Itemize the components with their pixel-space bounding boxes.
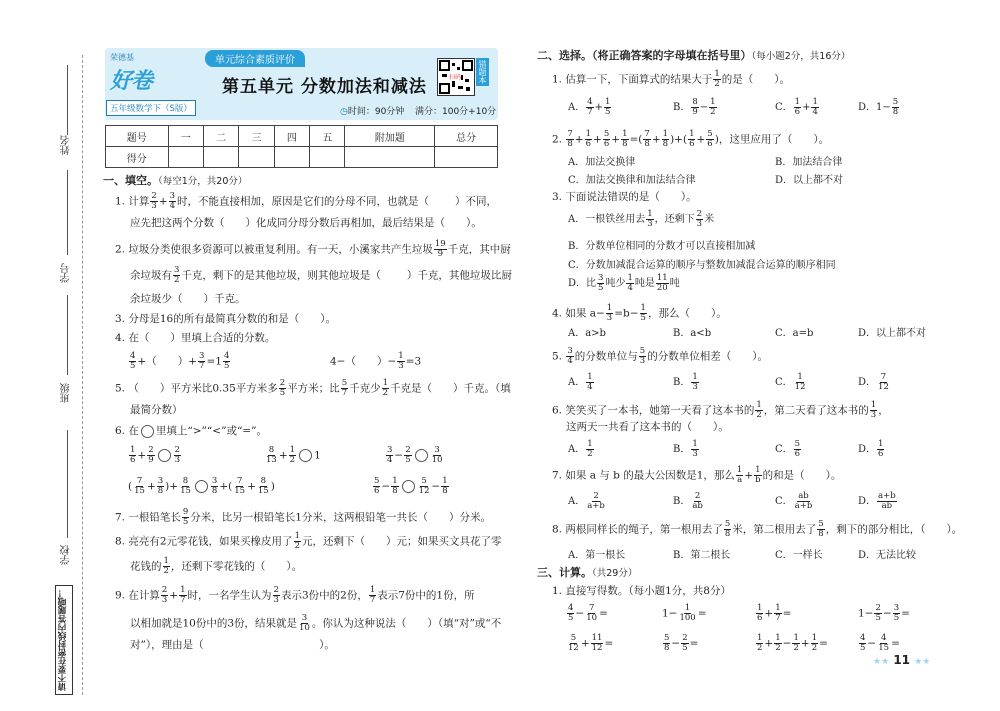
class-label: 班级 — [61, 383, 72, 403]
q-text: 计算 — [128, 195, 150, 208]
q-text: 垃圾分类使很多资源可以被重复利用。有一天，小溪家共产生垃圾 — [128, 243, 433, 256]
q-text: =b− — [614, 307, 639, 320]
score-cell[interactable] — [168, 147, 203, 168]
s2-q4-option-b[interactable]: B．a<b — [673, 328, 712, 339]
section-2-note: （每小题2分，共16分） — [751, 51, 851, 62]
s1-q3 — [115, 312, 336, 326]
grade-book: 五年级数学下（S版） — [106, 100, 196, 116]
s1-q2-line2: 余垃圾有 $\frac{3}{2}$ 千克，剩下的是其他垃圾，则其他垃圾是（ ）千克，其他垃圾比厨 — [130, 265, 512, 285]
q-text: 笑笑买了一本书，她第一天看了这本书的 — [565, 404, 755, 417]
score-header: 三 — [239, 126, 274, 147]
q-text: 的是（ ）。 — [721, 73, 791, 86]
q-text: 分米，比另一根铅笔长1分米，这两根铅笔一共长（ ）分米。 — [190, 511, 491, 524]
s2-q2-option-a[interactable]: A．加法交换律 — [568, 157, 636, 168]
s2-q5-option-b[interactable]: B． $\frac{1}{3}$ — [673, 372, 698, 392]
s1-q4-expr2: 4−（ ）− $\frac{1}{3}$ =3 — [330, 351, 422, 371]
q-text: =3 — [405, 355, 422, 368]
page-number — [873, 653, 930, 667]
q-text: 的分数单位相差（ ）。 — [647, 350, 768, 363]
q-text: 两根同样长的绳子，第一根用去了 — [565, 523, 723, 536]
time-info — [340, 104, 404, 117]
s1-q9-line3: 对”），理由是（ ）。 — [130, 639, 335, 651]
q-num: 4. — [115, 332, 126, 344]
score-header: 一 — [168, 126, 203, 147]
s2-q5: 5. $\frac{3}{4}$ 的分数单位与 $\frac{5}{3}$ 的分数单位相差（ ）。 — [552, 346, 768, 366]
score-header: 五 — [310, 126, 345, 147]
s2-q7: 7. 如果 a 与 b 的最大公因数是1，那么 $\frac{1}{a}$ + $\frac{1}{b}$ 的和是（ ）。 — [552, 465, 842, 485]
s2-q3-option-d[interactable]: D．比 $\frac{3}{5}$ 吨少 $\frac{1}{4}$ 吨是 $\frac{11}{20}$ 吨 — [568, 273, 680, 293]
section-1-note: （每空1分，共20分） — [158, 176, 248, 187]
s2-q7-option-d[interactable]: D． $\frac{a+b}{ab}$ — [858, 491, 896, 511]
full-score: 满分：100分+10分 — [415, 107, 497, 117]
eval-badge: 单元综合素质评价 — [205, 50, 305, 67]
section-3-note: （共29分） — [592, 568, 638, 579]
q-text: 花钱的 — [130, 560, 162, 573]
compare-circle[interactable] — [415, 449, 428, 462]
school-line — [67, 430, 68, 538]
q-text: ，还剩下零花钱的（ ）。 — [170, 560, 303, 573]
q-text: 分母是16的所有最简真分数的和是（ ）。 — [128, 313, 336, 325]
s2-q2-option-d[interactable]: D．以上都不对 — [775, 175, 844, 186]
seal-line — [82, 55, 83, 695]
s1-q6-row2: ( $\frac{7}{15}$ + $\frac{3}{8}$ )+ $\frac{8}{15}$ $\frac{3}{8}$ +( $\frac{7}{15}$ + $\frac{8}{15}$ ) — [128, 476, 275, 496]
q-text: 如果 a− — [565, 307, 605, 320]
s2-q7-option-c[interactable]: C． $\frac{ab}{a+b}$ — [775, 491, 813, 511]
s1-q2-line3: 余垃圾少（ ）千克。 — [130, 293, 246, 305]
compare-circle-icon — [141, 425, 154, 438]
s2-q5-option-a[interactable]: A． $\frac{1}{4}$ — [568, 372, 593, 392]
logo — [110, 64, 178, 98]
q-num: 2. — [115, 243, 126, 256]
seal-strip — [45, 45, 79, 705]
q-num: 8. — [552, 523, 563, 536]
s1-q9-line2: 以相加就是10份中的3份，结果就是 $\frac{3}{10}$ 。你认为这种说法（ ）（填“对”或“不 — [130, 613, 502, 633]
score-cell[interactable] — [435, 147, 498, 168]
opt-text: D．比 — [568, 278, 597, 289]
s2-q3-option-a[interactable]: A．一根铁丝用去 $\frac{1}{3}$ ，还剩下 $\frac{2}{3}$ 米 — [568, 209, 715, 229]
s1-q6-row1c: $\frac{3}{4}$ − $\frac{2}{5}$ $\frac{3}{10}$ — [387, 445, 443, 465]
opt-text: 米 — [704, 214, 715, 225]
s2-q2-option-c[interactable]: C．加法交换律和加法结合律 — [568, 175, 696, 186]
opt-text: 吨是 — [634, 278, 655, 289]
calc-item: 1− $\frac{1}{100}$ = — [662, 603, 707, 623]
s2-q4: 4. 如果 a− $\frac{1}{3}$ =b− $\frac{1}{5}$ ，那么（ ）。 — [552, 303, 727, 323]
score-table — [105, 125, 498, 168]
q-text: ，剩下的部分相比，（ ）。 — [825, 523, 963, 536]
q-text: 千克，剩下的是其他垃圾，则其他垃圾是（ — [181, 269, 381, 282]
section-2-title — [537, 47, 850, 63]
q-text: 时，一名学生认为 — [187, 589, 272, 602]
q-num: 3. — [552, 191, 563, 203]
s2-q5-option-c[interactable]: C． $\frac{1}{12}$ — [775, 372, 806, 392]
q-text: 元，还剩下（ ）元；如果买文具花了零 — [301, 535, 502, 548]
q-num: 5. — [552, 350, 563, 363]
s1-q9: 9. 在计算 $\frac{2}{3}$ + $\frac{1}{7}$ 时，一名学生认为 $\frac{2}{3}$ 表示3份中的2份， $\frac{1}{7}$ 表示7份中的1份，所 — [115, 585, 475, 605]
s2-q6: 6. 笑笑买了一本书，她第一天看了这本书的 $\frac{1}{2}$ ，第二天看了这本书的 $\frac{1}{3}$ ， — [552, 400, 889, 420]
s2-q8-option-a[interactable]: A．第一根长 — [568, 550, 626, 561]
q-text: +（ ）+ — [137, 355, 198, 368]
q-text: 估算一下，下面算式的结果大于 — [565, 73, 713, 86]
q-text: 表示7份中的1份，所 — [377, 589, 475, 602]
q-num: 2. — [552, 133, 563, 146]
q-num: 9. — [115, 589, 126, 602]
score-cell[interactable] — [239, 147, 274, 168]
q-num: 7. — [115, 511, 126, 524]
q-text: ，这里应用了（ ）。 — [718, 133, 830, 146]
q-text: 的分数单位与 — [574, 350, 638, 363]
section-2-heading: 二、选择。（将正确答案的字母填在括号里） — [537, 49, 752, 62]
s2-q6-option-d[interactable]: D． $\frac{1}{6}$ — [858, 439, 884, 459]
q-num: 6. — [552, 404, 563, 417]
compare-circle[interactable] — [158, 449, 171, 462]
s1-q6-row2b: $\frac{5}{6}$ − $\frac{1}{8}$ $\frac{5}{12}$ − $\frac{1}{8}$ — [374, 476, 448, 496]
q-text: 的和是（ ）。 — [762, 469, 842, 482]
s2-q3-option-c[interactable]: C．分数加减混合运算的顺序与整数加减混合运算的顺序相同 — [568, 260, 836, 271]
q-num: 5. — [115, 382, 126, 395]
q-text: ，那么（ ）。 — [647, 307, 727, 320]
q-text: 表示3份中的2份， — [280, 589, 368, 602]
score-cell[interactable] — [203, 147, 238, 168]
section-1-heading: 一、填空。 — [103, 174, 158, 187]
s1-q4 — [115, 331, 275, 345]
logo-text: 好卷 — [110, 69, 153, 94]
s2-q8-option-c[interactable]: C．一样长 — [775, 550, 823, 561]
s1-q2: 2. 垃圾分类使很多资源可以被重复利用。有一天，小溪家共产生垃圾 $\frac{19}{9}$ 千克，其中厨 — [115, 239, 511, 259]
q-text: 一根铅笔长 — [128, 511, 181, 524]
s1-q6-row1: $\frac{1}{6}$ + $\frac{2}{9}$ $\frac{2}{3}$ — [130, 445, 181, 465]
q-text: ，第二天看了这本书的 — [763, 404, 869, 417]
score-cell[interactable] — [310, 147, 345, 168]
calc-item: $\frac{5}{8}$ − $\frac{2}{5}$ = — [664, 633, 699, 653]
name-line — [67, 65, 68, 135]
section-3-heading: 三、计算。 — [537, 566, 592, 579]
calc-item: $\frac{1}{2}$ + $\frac{1}{2}$ − $\frac{1}{2}$ + $\frac{1}{2}$ = — [757, 633, 828, 653]
q-text: 在（ ）里填上合适的分数。 — [128, 332, 276, 344]
s2-q4-option-d[interactable]: D．以上都不对 — [858, 328, 927, 339]
q-num: 1. — [115, 195, 126, 208]
s1-q6-row1b: $\frac{8}{13}$ + $\frac{1}{2}$ 1 — [266, 445, 321, 465]
s2-q7-option-a[interactable]: A． $\frac{2}{a+b}$ — [568, 491, 605, 511]
time-text: 时间：90分钟 — [347, 107, 405, 117]
score-cell[interactable] — [274, 147, 309, 168]
q-text: ）不同， — [455, 195, 498, 208]
q-text: 在计算 — [128, 589, 160, 602]
s2-q1: 1. 估算一下，下面算式的结果大于 $\frac{1}{2}$ 的是（ ）。 — [552, 69, 791, 89]
s1-q5: 5. （ ）平方米比0.35平方米多 $\frac{2}{5}$ 平方米；比 $\frac{5}{7}$ 千克少 $\frac{1}{2}$ 千克是（ ）千克。（填 — [115, 378, 511, 398]
notice-box: 请不要在密封线内答题哦！ — [55, 585, 73, 695]
clock-icon: ◷ — [340, 107, 348, 117]
score-header: 总分 — [435, 126, 498, 147]
s2-q1-option-d[interactable]: D．1− $\frac{5}{8}$ — [858, 97, 899, 117]
s2-q1-option-a[interactable]: A． $\frac{4}{7}$ + $\frac{1}{5}$ — [568, 97, 611, 117]
s2-q1-option-b[interactable]: B． $\frac{8}{9}$ − $\frac{1}{2}$ — [673, 97, 716, 117]
q-text: 。你认为这种说法（ ）（填“对”或“不 — [311, 617, 502, 630]
q-text: ）千克，其他垃圾比厨 — [406, 269, 512, 282]
qr-note: 扫码 — [449, 74, 462, 81]
q-text: 以相加就是10份中的3份，结果就是 — [130, 617, 298, 630]
unit-title: 第五单元 分数加法和减法 — [222, 77, 427, 97]
calc-item: $\frac{4}{5}$ − $\frac{7}{10}$ = — [568, 603, 608, 623]
q-text: 千克少 — [349, 382, 381, 395]
s1-q7: 7. 一根铅笔长 $\frac{9}{5}$ 分米，比另一根铅笔长1分米，这两根铅笔一共长（ ）分米。 — [115, 507, 491, 527]
s1-q8: 8. 亮亮有2元零花钱，如果买橡皮用了 $\frac{1}{2}$ 元，还剩下（ ）元；如果买文具花了零 — [115, 531, 502, 551]
class-line — [67, 295, 68, 375]
q-text: ， — [878, 404, 889, 417]
score-cell[interactable] — [345, 147, 435, 168]
s2-q4-option-a[interactable]: A．a>b — [568, 328, 606, 339]
q-text: 在 — [128, 425, 139, 437]
q-text: 如果 a 与 b 的最大公因数是1，那么 — [565, 469, 735, 482]
q-num: 1. — [552, 585, 563, 597]
q-text: 直接写得数。（每小题1分，共8分） — [565, 585, 731, 597]
q-text: 余垃圾有 — [130, 269, 172, 282]
score-header: 四 — [274, 126, 309, 147]
q-text: 千克是（ ）千克。（填 — [390, 382, 511, 395]
compare-circle[interactable] — [299, 449, 312, 462]
s1-q1: 1. 计算 $\frac{2}{3}$ + $\frac{3}{4}$ 时，不能直接相加，原因是它们的分母不同，也就是（ ）不同， — [115, 191, 498, 211]
brand-name: 荣德基 — [110, 53, 134, 62]
score-header: 附加题 — [345, 126, 435, 147]
mistake-book-tag: 错题本 — [478, 60, 487, 84]
page-number-text: 11 — [893, 653, 911, 667]
opt-text: 吨少 — [605, 278, 626, 289]
q-num: 6. — [115, 425, 126, 437]
q-text: 千克，其中厨 — [447, 243, 511, 256]
star-icon: ★★ — [873, 657, 890, 667]
calc-item: $\frac{5}{12}$ + $\frac{11}{12}$ = — [568, 633, 614, 653]
s2-q2-option-b[interactable]: B．加法结合律 — [775, 157, 843, 168]
q-text: 时，不能直接相加，原因是它们的分母不同，也就是（ — [177, 195, 430, 208]
q-num: 8. — [115, 535, 126, 548]
s1-q6 — [115, 424, 267, 438]
name-label: 姓名 — [61, 135, 72, 155]
s2-q3-option-b[interactable]: B．分数单位相同的分数才可以直接相加减 — [568, 241, 756, 252]
id-line — [67, 170, 68, 255]
s2-q1-option-c[interactable]: C． $\frac{1}{6}$ + $\frac{1}{4}$ — [775, 97, 818, 117]
s2-q6-option-c[interactable]: C． $\frac{5}{6}$ — [775, 439, 801, 459]
s3-q1 — [552, 584, 731, 598]
q-text: 亮亮有2元零花钱，如果买橡皮用了 — [128, 535, 293, 548]
s2-q2: 2. $\frac{7}{8}$ + $\frac{1}{6}$ + $\frac{5}{6}$ + $\frac{1}{8}$ =( $\frac{7}{8}$ + $\frac{1}{8}$ )+( $\frac{1}{6}$ + $\frac{5}{6}$ )，这里应用了（ ）。 — [552, 129, 830, 149]
q-text: （ ）平方米比0.35平方米多 — [128, 382, 278, 395]
s1-q5-line2: 最简分数） — [130, 404, 183, 416]
s2-q6-option-a[interactable]: A． $\frac{1}{2}$ — [568, 439, 593, 459]
section-3-title — [537, 564, 637, 580]
s2-q8: 8. 两根同样长的绳子，第一根用去了 $\frac{5}{8}$ 米，第二根用去了 $\frac{5}{8}$ ，剩下的部分相比，（ ）。 — [552, 519, 963, 539]
s2-q6-line2: 这两天一共看了这本书的（ ）。 — [566, 421, 729, 433]
calc-item: $\frac{1}{6}$ + $\frac{1}{7}$ = — [757, 603, 792, 623]
s2-q8-option-d[interactable]: D．无法比较 — [858, 550, 917, 561]
compare-circle[interactable] — [402, 480, 415, 493]
s2-q4-option-c[interactable]: C．a=b — [775, 328, 814, 339]
calc-item: 1− $\frac{2}{5}$ − $\frac{3}{5}$ = — [858, 603, 910, 623]
opt-text: ，还剩下 — [654, 214, 695, 225]
s2-q8-option-b[interactable]: B．第二根长 — [673, 550, 731, 561]
q-text: 平方米；比 — [287, 382, 340, 395]
calc-item: $\frac{4}{5}$ − $\frac{4}{15}$ = — [860, 633, 900, 653]
q-num: 4. — [552, 307, 563, 320]
q-text: 里填上“>”“<”或“=”。 — [155, 425, 267, 437]
compare-circle[interactable] — [195, 480, 208, 493]
s2-q3 — [552, 190, 697, 204]
s2-q6-option-b[interactable]: B． $\frac{1}{3}$ — [673, 439, 698, 459]
q-num: 1. — [552, 73, 563, 86]
score-header: 二 — [203, 126, 238, 147]
s2-q7-option-b[interactable]: B． $\frac{2}{ab}$ — [673, 491, 703, 511]
id-label: 学号 — [61, 263, 72, 283]
score-row-label: 得分 — [106, 147, 169, 168]
score-row — [106, 147, 498, 168]
score-header-row — [106, 126, 498, 147]
school-label: 学校 — [61, 545, 72, 565]
q-num: 3. — [115, 313, 126, 325]
opt-text: 吨 — [669, 278, 680, 289]
q-text: 米，第二根用去了 — [732, 523, 817, 536]
s1-q1-line2: 应先把这两个分数（ ）化成同分母分数后再相加，最后结果是（ ）。 — [130, 217, 482, 229]
q-text: 下面说法错误的是（ ）。 — [565, 191, 697, 203]
q-num: 7. — [552, 469, 563, 482]
q-text: 4−（ ）− — [330, 355, 397, 368]
s1-q8-line2: 花钱的 $\frac{1}{2}$ ，还剩下零花钱的（ ）。 — [130, 556, 303, 576]
q-text: =1 — [206, 355, 222, 368]
star-icon: ★★ — [914, 657, 931, 667]
s1-q4-expr1: $\frac{4}{5}$ +（ ）+ $\frac{3}{7}$ =1 $\frac{4}{5}$ — [130, 351, 230, 371]
s2-q5-option-d[interactable]: D． $\frac{7}{12}$ — [858, 372, 889, 392]
opt-text: A．一根铁丝用去 — [568, 214, 646, 225]
score-header: 题号 — [106, 126, 169, 147]
section-1-title — [103, 172, 247, 188]
